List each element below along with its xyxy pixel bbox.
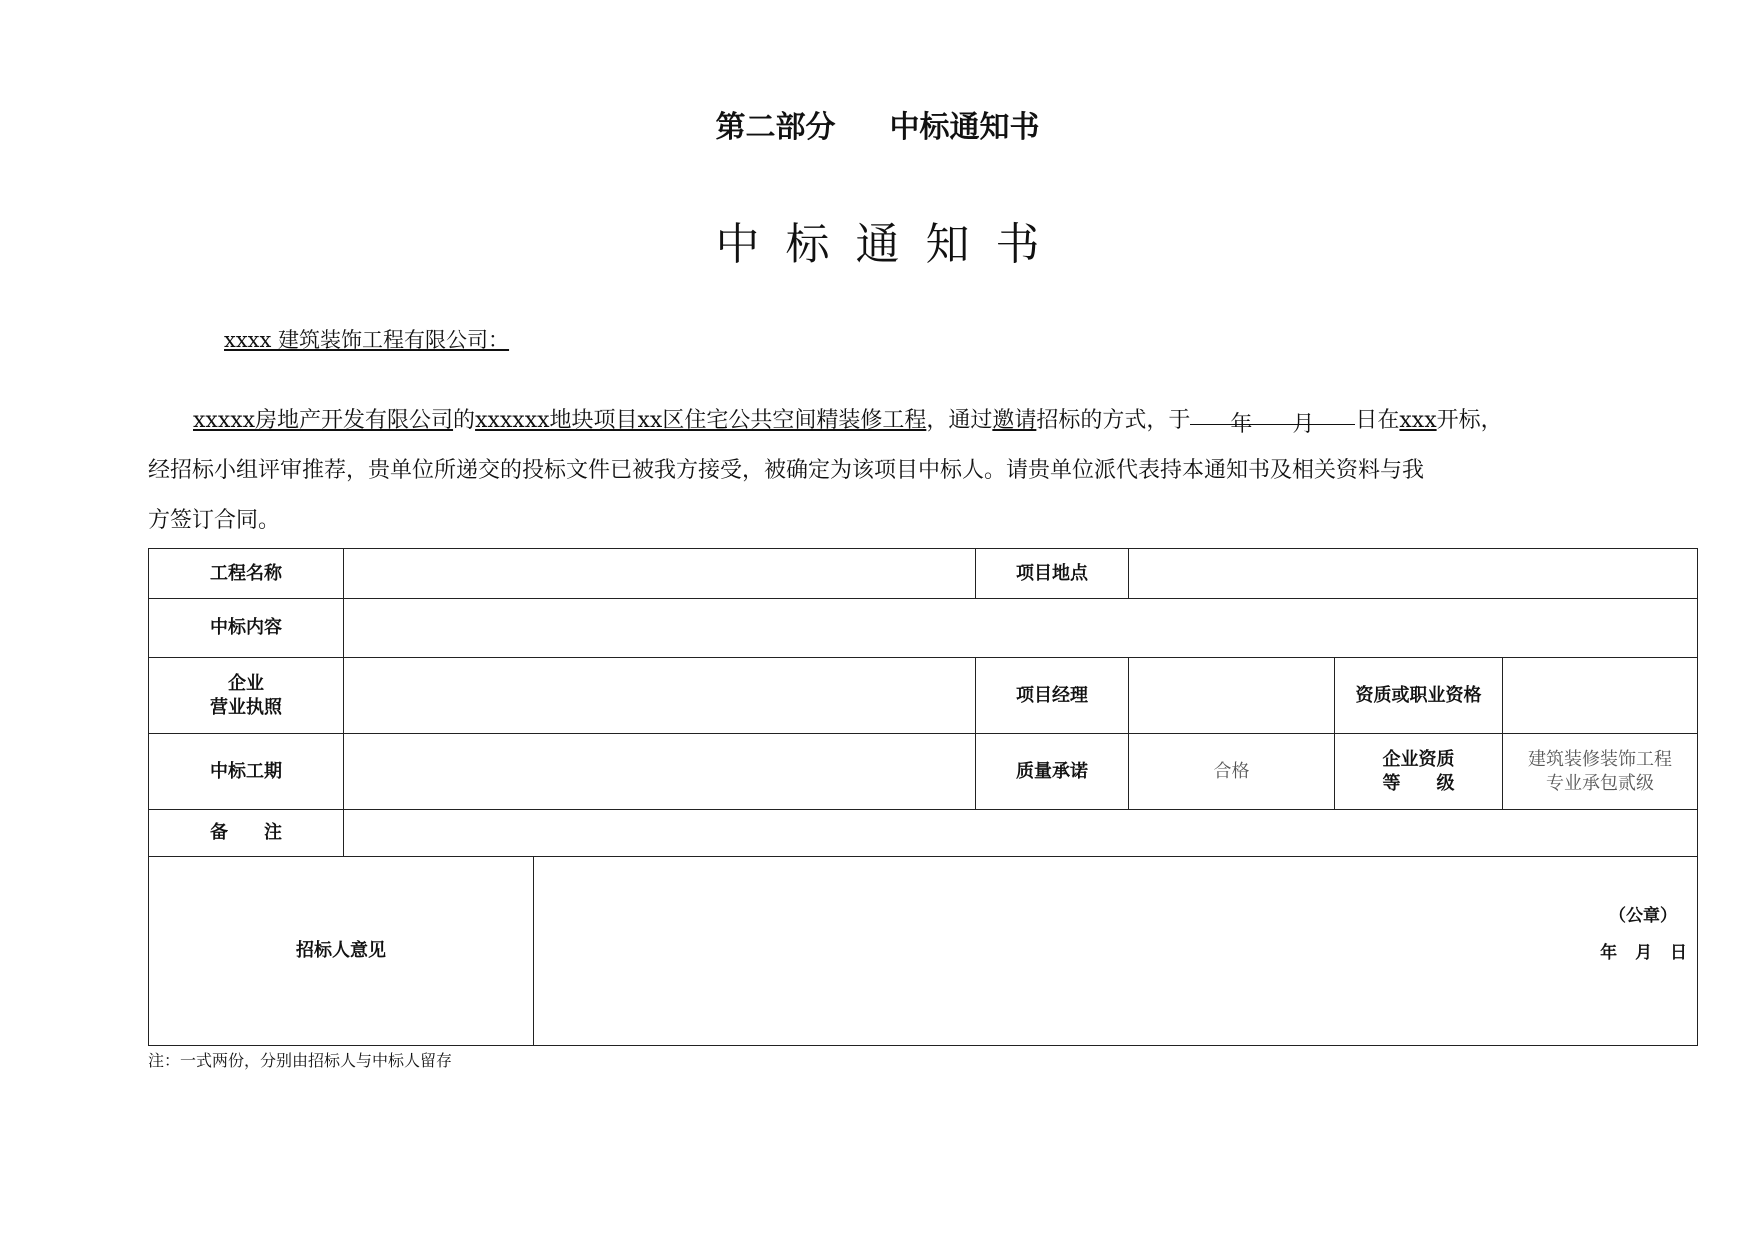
bid-period-cell bbox=[344, 734, 976, 810]
qualification-grade-value bbox=[1503, 734, 1698, 810]
table-row bbox=[149, 658, 1698, 734]
qualification-cell bbox=[1503, 658, 1698, 734]
table-row bbox=[149, 734, 1698, 810]
table-row bbox=[149, 549, 1698, 599]
project-location-label: 项目地点 bbox=[976, 549, 1129, 599]
body-line-2: 经招标小组评审推荐，贵单位所递交的投标文件已被我方接受，被确定为该项目中标人。请贵单位派代表持本通知书及相关资料与我 bbox=[148, 458, 1425, 483]
salutation: xxxx 建筑装饰工程有限公司： bbox=[224, 328, 510, 352]
project-name-cell bbox=[344, 549, 976, 599]
bid-content-label: 中标内容 bbox=[149, 599, 344, 658]
table-row bbox=[149, 810, 1698, 857]
body-line-1 bbox=[148, 396, 1628, 446]
label-line: 营业执照 bbox=[210, 696, 282, 718]
qualification-grade-label bbox=[1335, 734, 1503, 810]
body-text: 日在 bbox=[1355, 408, 1400, 433]
official-seal-label: （公章） bbox=[1609, 906, 1677, 926]
remarks-label: 备 注 bbox=[149, 810, 344, 857]
bid-content-cell bbox=[344, 599, 1698, 658]
section-part-name: 中标通知书 bbox=[889, 110, 1040, 145]
date-blank bbox=[1190, 400, 1355, 437]
business-license-label bbox=[149, 658, 344, 734]
value-line: 专业承包贰级 bbox=[1546, 772, 1654, 794]
signature-date: 年 月 日 bbox=[1600, 943, 1687, 963]
project-name: xxxxxx地块项目xx区住宅公共空间精装修工程 bbox=[475, 408, 927, 433]
footnote: 注：一式两份，分别由招标人与中标人留存 bbox=[148, 1051, 453, 1070]
body-line-3: 方签订合同。 bbox=[148, 508, 281, 533]
tenderer-opinion-cell bbox=[534, 857, 1698, 1046]
body-text: ，通过 bbox=[926, 408, 993, 433]
value-line: 建筑装修装饰工程 bbox=[1528, 748, 1672, 770]
project-manager-cell bbox=[1129, 658, 1335, 734]
bid-info-table bbox=[148, 548, 1698, 857]
body-text: 招标的方式，于 bbox=[1036, 408, 1191, 433]
table-row bbox=[149, 599, 1698, 658]
remarks-cell bbox=[344, 810, 1698, 857]
month-label: 月 bbox=[1292, 412, 1315, 437]
section-part-label: 第二部分 bbox=[715, 110, 836, 145]
tenderer-opinion-table bbox=[148, 856, 1698, 1046]
section-heading bbox=[0, 102, 1755, 146]
business-license-cell bbox=[344, 658, 976, 734]
tenderer-company: xxxxx房地产开发有限公司 bbox=[193, 408, 454, 433]
bid-opening-place: xxx bbox=[1399, 408, 1437, 433]
bid-method: 邀请 bbox=[992, 408, 1037, 433]
year-label: 年 bbox=[1230, 412, 1253, 437]
qualification-label: 资质或职业资格 bbox=[1335, 658, 1503, 734]
body-paragraph bbox=[148, 396, 1628, 546]
bid-period-label: 中标工期 bbox=[149, 734, 344, 810]
quality-value: 合格 bbox=[1129, 734, 1335, 810]
tenderer-opinion-label: 招标人意见 bbox=[149, 857, 534, 1046]
document-title: 中标通知书 bbox=[715, 219, 1066, 270]
label-line: 等 级 bbox=[1382, 772, 1455, 794]
label-line: 企业 bbox=[228, 672, 264, 694]
project-location-cell bbox=[1129, 549, 1698, 599]
project-manager-label: 项目经理 bbox=[976, 658, 1129, 734]
body-text: 的 bbox=[453, 408, 476, 433]
quality-label: 质量承诺 bbox=[976, 734, 1129, 810]
project-name-label: 工程名称 bbox=[149, 549, 344, 599]
label-line: 企业资质 bbox=[1382, 748, 1455, 770]
body-text: 开标， bbox=[1436, 408, 1503, 433]
table-row bbox=[149, 857, 1698, 1046]
